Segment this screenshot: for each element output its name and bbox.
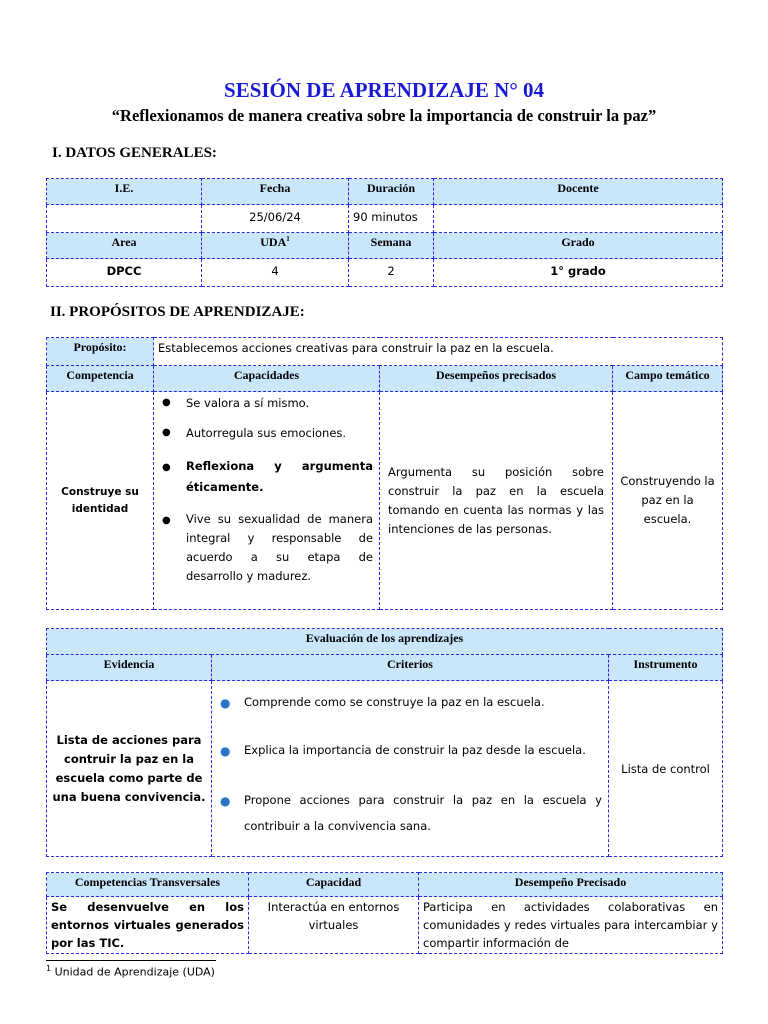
criterios-cell	[212, 681, 609, 857]
value-docente	[434, 205, 723, 233]
value-instrumento: Lista de control	[609, 681, 723, 857]
desempeno-precisado-cell	[419, 897, 723, 954]
header-desempenos: Desempeños precisados	[380, 366, 613, 392]
evaluacion-table	[46, 628, 723, 857]
value-area: DPCC	[47, 259, 202, 287]
datos-generales-table	[46, 178, 723, 287]
criterio-item: ● Comprende como se construye la paz en la escuela.	[216, 695, 602, 709]
value-grado: 1° grado	[434, 259, 723, 287]
header-competencia: Competencia	[47, 366, 154, 392]
capacidad-item: ● Reflexiona y argumenta éticamente.	[158, 456, 373, 498]
value-ie	[47, 205, 202, 233]
header-uda	[202, 233, 349, 259]
section-datos-generales: I. DATOS GENERALES:	[52, 145, 217, 161]
page-subtitle: “Reflexionamos de manera creativa sobre la importancia de construir la paz”	[111, 106, 657, 125]
header-ie: I.E.	[47, 179, 202, 205]
header-uda-footnote-ref: 1	[286, 235, 290, 243]
header-fecha: Fecha	[202, 179, 349, 205]
value-duracion: 90 minutos	[349, 205, 434, 233]
value-desempeno: Argumenta su posición sobre construir la paz en la escuela tomando en cuenta las normas y las intenciones de las personas.	[380, 392, 613, 610]
value-competencia: Construye su identidad	[47, 392, 154, 610]
footnote-number: 1	[46, 964, 52, 973]
value-semana: 2	[349, 259, 434, 287]
header-competencias-transversales: Competencias Transversales	[47, 873, 249, 897]
value-competencia-transversal: Se desenvuelve en los entornos virtuales generados por las TIC.	[47, 897, 249, 954]
header-semana: Semana	[349, 233, 434, 259]
header-proposito: Propósito:	[47, 338, 154, 366]
header-desempeno-precisado: Desempeño Precisado	[419, 873, 723, 897]
footnote-text: Unidad de Aprendizaje (UDA)	[54, 965, 215, 979]
header-docente: Docente	[434, 179, 723, 205]
value-desempeno-precisado: Participa en actividades colaborativas en comunidades y redes virtuales para intercambiar y compartir información de	[423, 900, 718, 950]
propositos-table	[46, 337, 723, 610]
value-uda: 4	[202, 259, 349, 287]
transversales-table	[46, 872, 723, 954]
footnote-divider	[46, 960, 216, 961]
header-criterios: Criterios	[212, 655, 609, 681]
header-grado: Grado	[434, 233, 723, 259]
capacidades-cell	[154, 392, 380, 610]
header-duracion: Duración	[349, 179, 434, 205]
value-fecha: 25/06/24	[202, 205, 349, 233]
footnote	[46, 964, 215, 979]
value-campo-tematico: Construyendo la paz en la escuela.	[613, 392, 723, 610]
criterio-item: ● Propone acciones para construir la paz en la escuela y contribuir a la convivencia sana.	[216, 787, 602, 839]
capacidad-item: ● Vive su sexualidad de manera integral y responsable de acuerdo a su etapa de desarrollo y madurez.	[158, 510, 373, 586]
capacidad-item: ● Se valora a sí mismo.	[158, 396, 373, 410]
value-capacidad: Interactúa en entornos virtuales	[249, 897, 419, 954]
header-area: Area	[47, 233, 202, 259]
header-evaluacion: Evaluación de los aprendizajes	[47, 629, 723, 655]
value-proposito: Establecemos acciones creativas para construir la paz en la escuela.	[154, 338, 723, 366]
capacidad-item: ● Autorregula sus emociones.	[158, 426, 373, 440]
criterio-item: ● Explica la importancia de construir la paz desde la escuela.	[216, 743, 602, 757]
section-propositos: II. PROPÓSITOS DE APRENDIZAJE:	[50, 304, 305, 320]
header-campo-tematico: Campo temático	[613, 366, 723, 392]
page-title: SESIÓN DE APRENDIZAJE N° 04	[224, 78, 544, 102]
value-evidencia: Lista de acciones para contruir la paz en la escuela como parte de una buena convivencia.	[47, 681, 212, 857]
header-uda-label: UDA	[260, 235, 287, 249]
header-capacidad: Capacidad	[249, 873, 419, 897]
header-capacidades: Capacidades	[154, 366, 380, 392]
header-instrumento: Instrumento	[609, 655, 723, 681]
header-evidencia: Evidencia	[47, 655, 212, 681]
